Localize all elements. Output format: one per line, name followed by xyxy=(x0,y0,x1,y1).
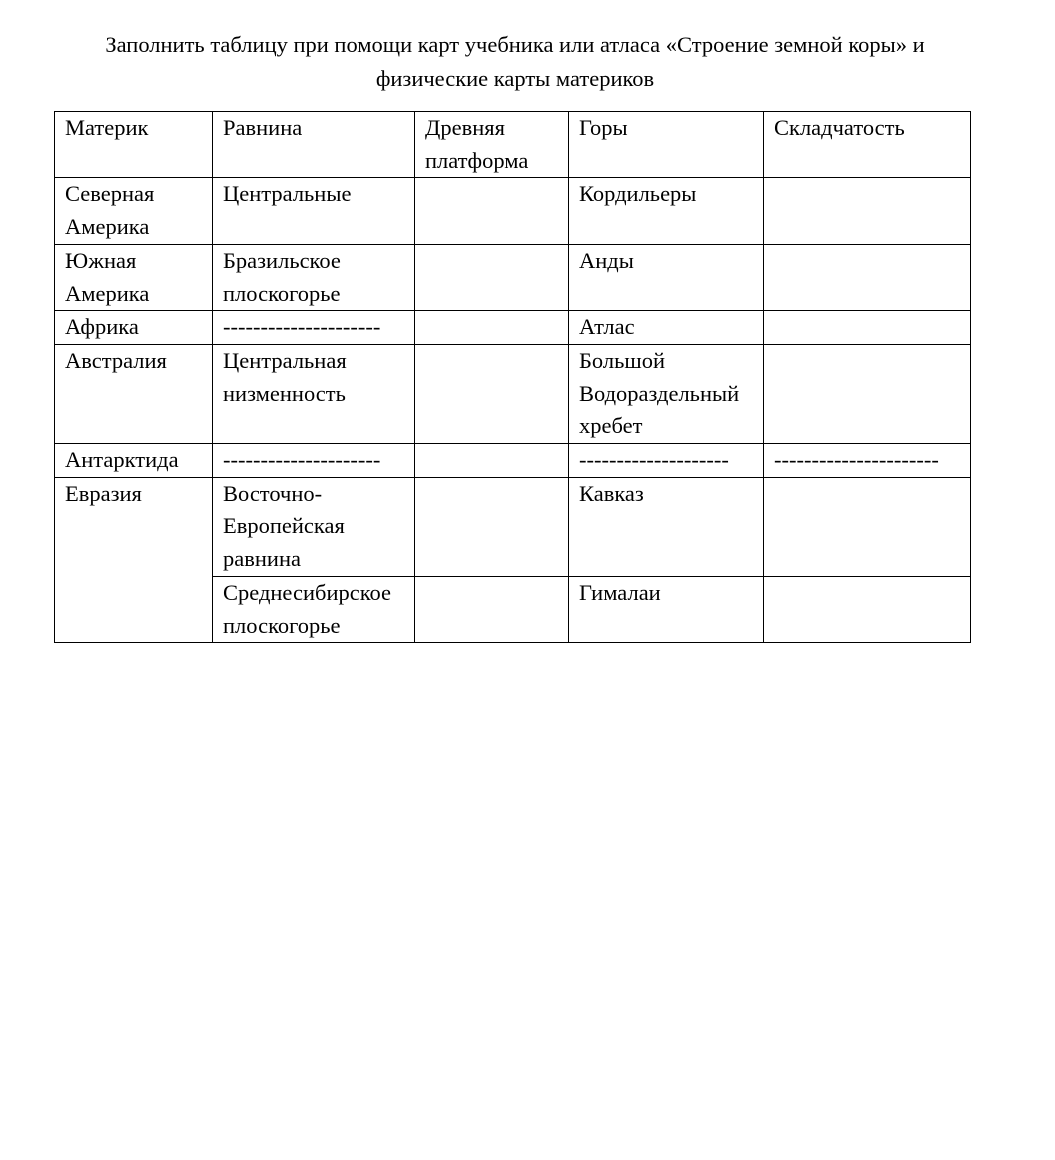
table-row xyxy=(55,244,971,310)
table-row xyxy=(55,344,971,443)
mountains-cell: Анды xyxy=(569,244,764,310)
plain-cell: Восточно- Европейская равнина xyxy=(213,477,415,576)
table-row xyxy=(55,311,971,345)
folding-cell xyxy=(764,311,971,345)
header-folding: Складчатость xyxy=(764,112,971,178)
folding-cell xyxy=(764,244,971,310)
mountains-cell: Кордильеры xyxy=(569,178,764,244)
folding-cell xyxy=(764,178,971,244)
mountains-cell: Кавказ xyxy=(569,477,764,576)
header-platform: Древняя платформа xyxy=(415,112,569,178)
plain-cell: Центральная низменность xyxy=(213,344,415,443)
title-line-1: Заполнить таблицу при помощи карт учебника или атласа «Строение земной коры» и xyxy=(105,32,925,57)
folding-cell: ---------------------- xyxy=(764,444,971,478)
plain-cell: Среднесибирское плоскогорье xyxy=(213,576,415,642)
table-row xyxy=(55,178,971,244)
platform-cell xyxy=(415,444,569,478)
folding-cell xyxy=(764,344,971,443)
platform-cell xyxy=(415,477,569,576)
mountains-cell: Гималаи xyxy=(569,576,764,642)
platform-cell xyxy=(415,311,569,345)
folding-cell xyxy=(764,576,971,642)
platform-cell xyxy=(415,344,569,443)
header-continent: Материк xyxy=(55,112,213,178)
plain-cell: --------------------- xyxy=(213,311,415,345)
platform-cell xyxy=(415,576,569,642)
mountains-cell: Большой Водораздельный хребет xyxy=(569,344,764,443)
mountains-cell: Атлас xyxy=(569,311,764,345)
header-row xyxy=(55,112,971,178)
continent-cell: Антарктида xyxy=(55,444,213,478)
title-line-2: физические карты материков xyxy=(375,66,655,91)
folding-cell xyxy=(764,477,971,576)
plain-cell: --------------------- xyxy=(213,444,415,478)
page-title xyxy=(0,28,1030,96)
continent-cell: Евразия xyxy=(55,477,213,643)
table-row xyxy=(55,477,971,576)
continent-cell: Африка xyxy=(55,311,213,345)
table-row xyxy=(55,444,971,478)
plain-cell: Бразильское плоскогорье xyxy=(213,244,415,310)
platform-cell xyxy=(415,178,569,244)
header-plain: Равнина xyxy=(213,112,415,178)
continent-cell: Южная Америка xyxy=(55,244,213,310)
platform-cell xyxy=(415,244,569,310)
plain-cell: Центральные xyxy=(213,178,415,244)
continent-cell: Северная Америка xyxy=(55,178,213,244)
mountains-cell: -------------------- xyxy=(569,444,764,478)
continents-table xyxy=(54,111,971,643)
header-mountains: Горы xyxy=(569,112,764,178)
continent-cell: Австралия xyxy=(55,344,213,443)
